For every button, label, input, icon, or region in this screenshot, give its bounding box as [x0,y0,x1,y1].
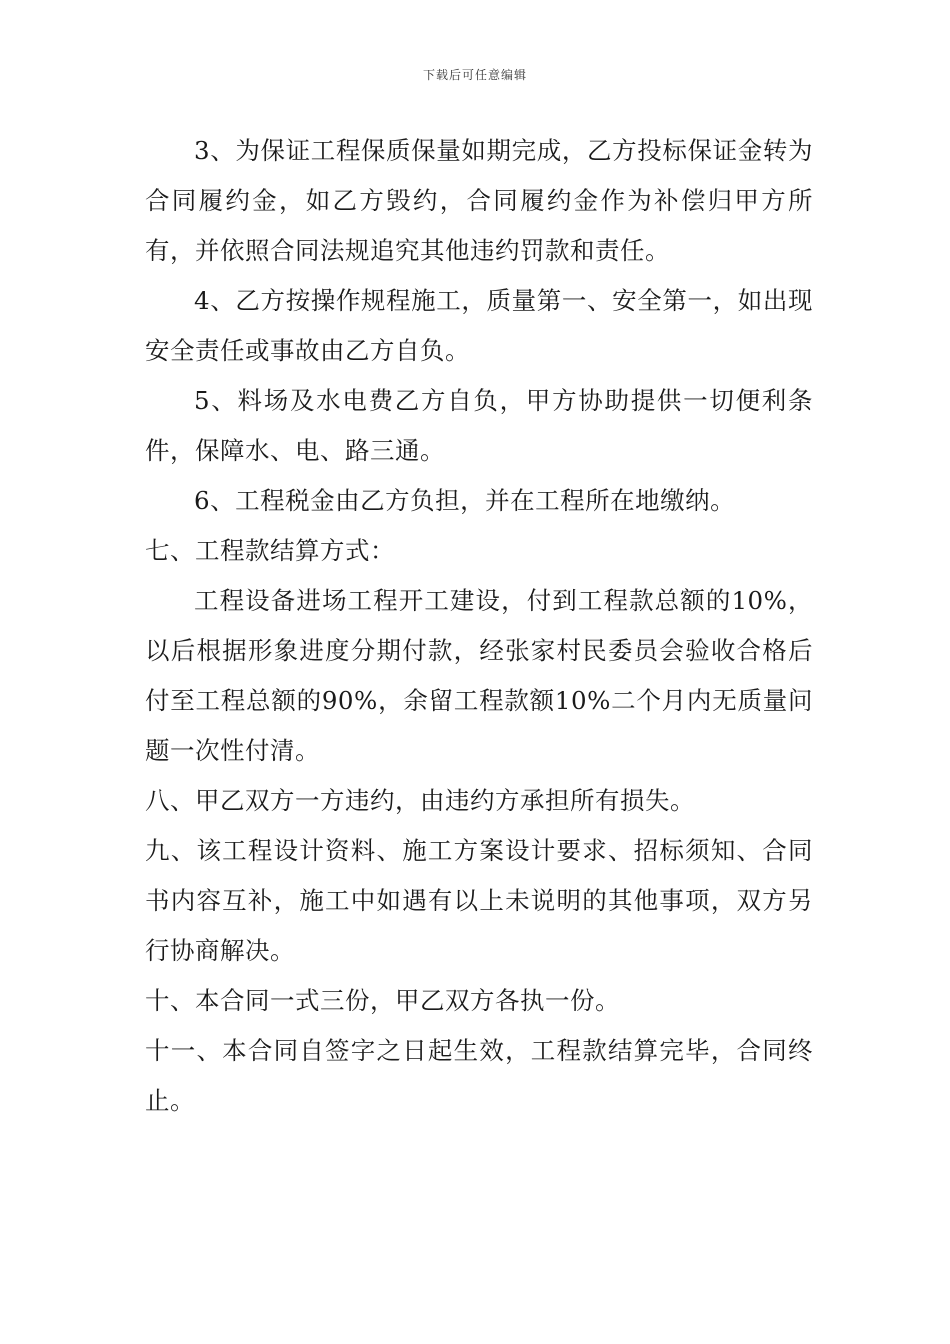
clause-6: 6、工程税金由乙方负担，并在工程所在地缴纳。 [194,486,736,515]
clause-3: 3、为保证工程保质保量如期完成，乙方投标保证金转为合同履约金，如乙方毁约，合同履约金作为补偿归甲方所有，并依照合同法规追究其他违约罚款和责任。 [145,136,813,265]
section-7-heading: 七、工程款结算方式： [145,536,395,565]
section-8: 八、甲乙双方一方违约，由违约方承担所有损失。 [145,786,695,815]
section-10: 十、本合同一式三份，甲乙双方各执一份。 [145,986,620,1015]
clause-4: 4、乙方按操作规程施工，质量第一、安全第一，如出现安全责任或事故由乙方自负。 [145,286,813,365]
section-11: 十一、本合同自签字之日起生效，工程款结算完毕，合同终止。 [145,1036,813,1115]
document-body [145,126,813,1126]
section-9: 九、该工程设计资料、施工方案设计要求、招标须知、合同书内容互补，施工中如遇有以上未说明的其他事项，双方另行协商解决。 [145,836,813,965]
clause-5: 5、料场及水电费乙方自负，甲方协助提供一切便利条件，保障水、电、路三通。 [145,386,813,465]
header-note: 下载后可任意编辑 [422,68,527,82]
section-7-body: 工程设备进场工程开工建设，付到工程款总额的10%，以后根据形象进度分期付款，经张家村民委员会验收合格后付至工程总额的90%，余留工程款额10%二个月内无质量问题一次性付清。 [145,586,813,765]
